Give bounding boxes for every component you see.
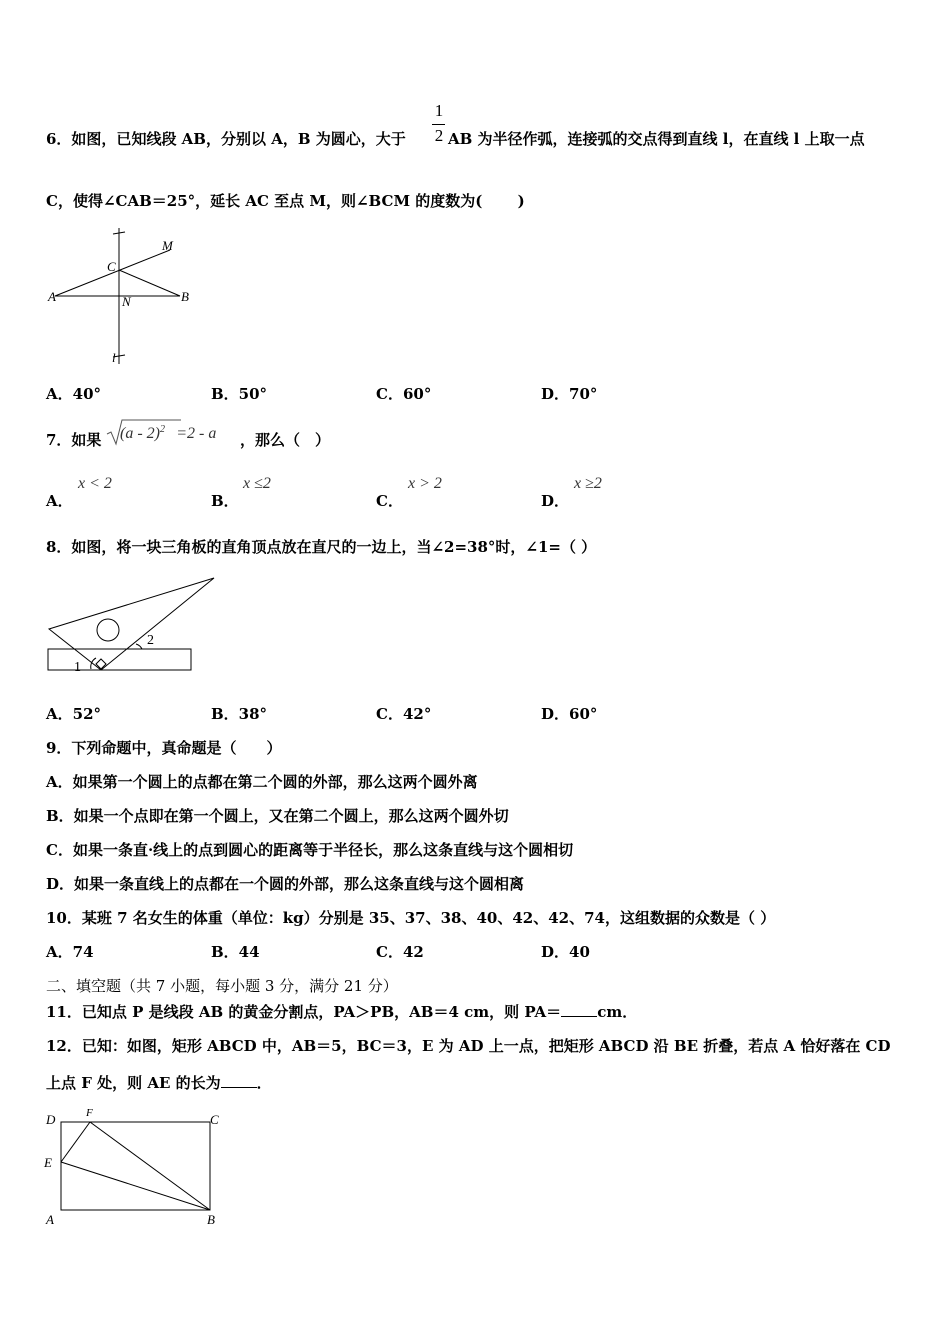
q6-option-c: C．60°: [376, 385, 432, 403]
q12-segment-eb: [61, 1162, 210, 1210]
q8-label-2: 2: [147, 633, 154, 648]
q12-line1: 12．已知：如图，矩形 ABCD 中，AB＝5，BC＝3，E 为 AD 上一点，把矩形 ABCD 沿 BE 折叠，若点 A 恰好落在 CD: [46, 1037, 891, 1055]
q8-triangle: [49, 578, 214, 670]
q6-frac-den: 2: [434, 126, 444, 145]
q12-label-c: C: [210, 1112, 219, 1127]
q7-option-b-expr: x ≤2: [243, 475, 271, 492]
q6-frac-num: 1: [434, 101, 444, 120]
q12-figure: [42, 1102, 232, 1228]
q12-label-b: B: [207, 1212, 215, 1227]
q10-text: 10．某班 7 名女生的体重（单位：kg）分别是 35、37、38、40、42、42、74，这组数据的众数是（ ）: [46, 909, 776, 927]
q8-triangle-hole: [97, 619, 119, 641]
q11-text: [46, 1001, 637, 1022]
q7-formula-rhs: =2 - a: [176, 425, 217, 442]
q12-label-e: E: [44, 1155, 52, 1170]
q6-line1-after: AB 为半径作弧，连接弧的交点得到直线 l，在直线 l 上取一点: [448, 130, 865, 148]
q11-after: cm．: [597, 1003, 638, 1021]
q6-label-c: C: [107, 259, 116, 274]
q11-before: 11．已知点 P 是线段 AB 的黄金分割点，PA＞PB，AB＝4 cm，则 PA＝: [46, 1003, 562, 1021]
q9-option-b: B．如果一个点即在第一个圆上，又在第二个圆上，那么这两个圆外切: [46, 807, 509, 825]
q9-option-d: D．如果一条直线上的点都在一个圆的外部，那么这条直线与这个圆相离: [46, 875, 525, 893]
q8-label-1: 1: [74, 660, 81, 675]
q9-option-a: A．如果第一个圆上的点都在第二个圆的外部，那么这两个圆外离: [46, 773, 478, 791]
q6-label-b: B: [181, 289, 189, 304]
q6-frac-bar: [432, 124, 445, 125]
q6-line2: C，使得∠CAB＝25°，延长 AC 至点 M，则∠BCM 的度数为( ): [46, 192, 525, 210]
q8-option-b: B．38°: [211, 705, 268, 723]
q8-option-a: A．52°: [46, 705, 102, 723]
q8-text: 8．如图，将一块三角板的直角顶点放在直尺的一边上，当∠2=38°时，∠1=（ ）: [46, 538, 597, 556]
q6-label-a: A: [48, 289, 56, 304]
q12-segment-fb: [90, 1122, 210, 1210]
q9-text: 9．下列命题中，真命题是（ ）: [46, 739, 282, 757]
q7-option-a-letter: A．: [46, 492, 73, 510]
q9-option-c: C．如果一条直·线上的点到圆心的距离等于半径长，那么这条直线与这个圆相切: [46, 841, 574, 859]
q7-suffix: ，那么（ ）: [240, 431, 331, 449]
q6-label-n: N: [122, 294, 131, 309]
q6-line1-before: 6．如图，已知线段 AB，分别以 A，B 为圆心，大于: [46, 130, 406, 148]
q7-option-c-expr: x > 2: [408, 475, 442, 492]
q7-formula-inner: (a - 2): [120, 425, 160, 442]
q12-segment-ef: [61, 1122, 90, 1162]
q6-option-b: B．50°: [211, 385, 268, 403]
q12-answer-blank[interactable]: [221, 1075, 257, 1088]
q11-answer-blank[interactable]: [561, 1004, 597, 1017]
q7-formula: [120, 424, 216, 443]
q12-label-a: A: [46, 1212, 54, 1227]
q7-option-d-expr: x ≥2: [574, 475, 602, 492]
q7-option-d-letter: D．: [541, 492, 570, 510]
q7-option-a-expr: x < 2: [78, 475, 112, 492]
section2-heading: 二、填空题（共 7 小题，每小题 3 分，满分 21 分）: [46, 977, 398, 995]
q8-option-c: C．42°: [376, 705, 432, 723]
q10-option-d: D．40: [541, 943, 590, 961]
q12-label-d: D: [46, 1112, 56, 1127]
q12-rectangle: [61, 1122, 210, 1210]
q8-option-d: D．60°: [541, 705, 598, 723]
q8-ruler: [48, 649, 191, 670]
q12-label-f: F: [86, 1107, 93, 1119]
q6-option-d: D．70°: [541, 385, 598, 403]
q8-figure: [44, 574, 224, 676]
q6-segment-cb: [119, 270, 180, 296]
q10-option-a: A．74: [46, 943, 94, 961]
q6-option-a: A．40°: [46, 385, 102, 403]
q7-prefix: 7．如果: [46, 431, 102, 449]
q10-option-b: B．44: [211, 943, 260, 961]
q10-option-c: C．42: [376, 943, 424, 961]
q7-option-b-letter: B．: [211, 492, 239, 510]
q7-formula-sup: 2: [159, 424, 165, 435]
q6-label-m: M: [162, 238, 173, 253]
q6-figure: [40, 222, 200, 372]
q12-line2: [46, 1072, 272, 1093]
q12-line2-before: 上点 F 处，则 AE 的长为: [46, 1074, 221, 1092]
q6-label-l: l: [112, 350, 116, 365]
q7-option-c-letter: C．: [376, 492, 403, 510]
q12-line2-after: ．: [256, 1074, 272, 1092]
